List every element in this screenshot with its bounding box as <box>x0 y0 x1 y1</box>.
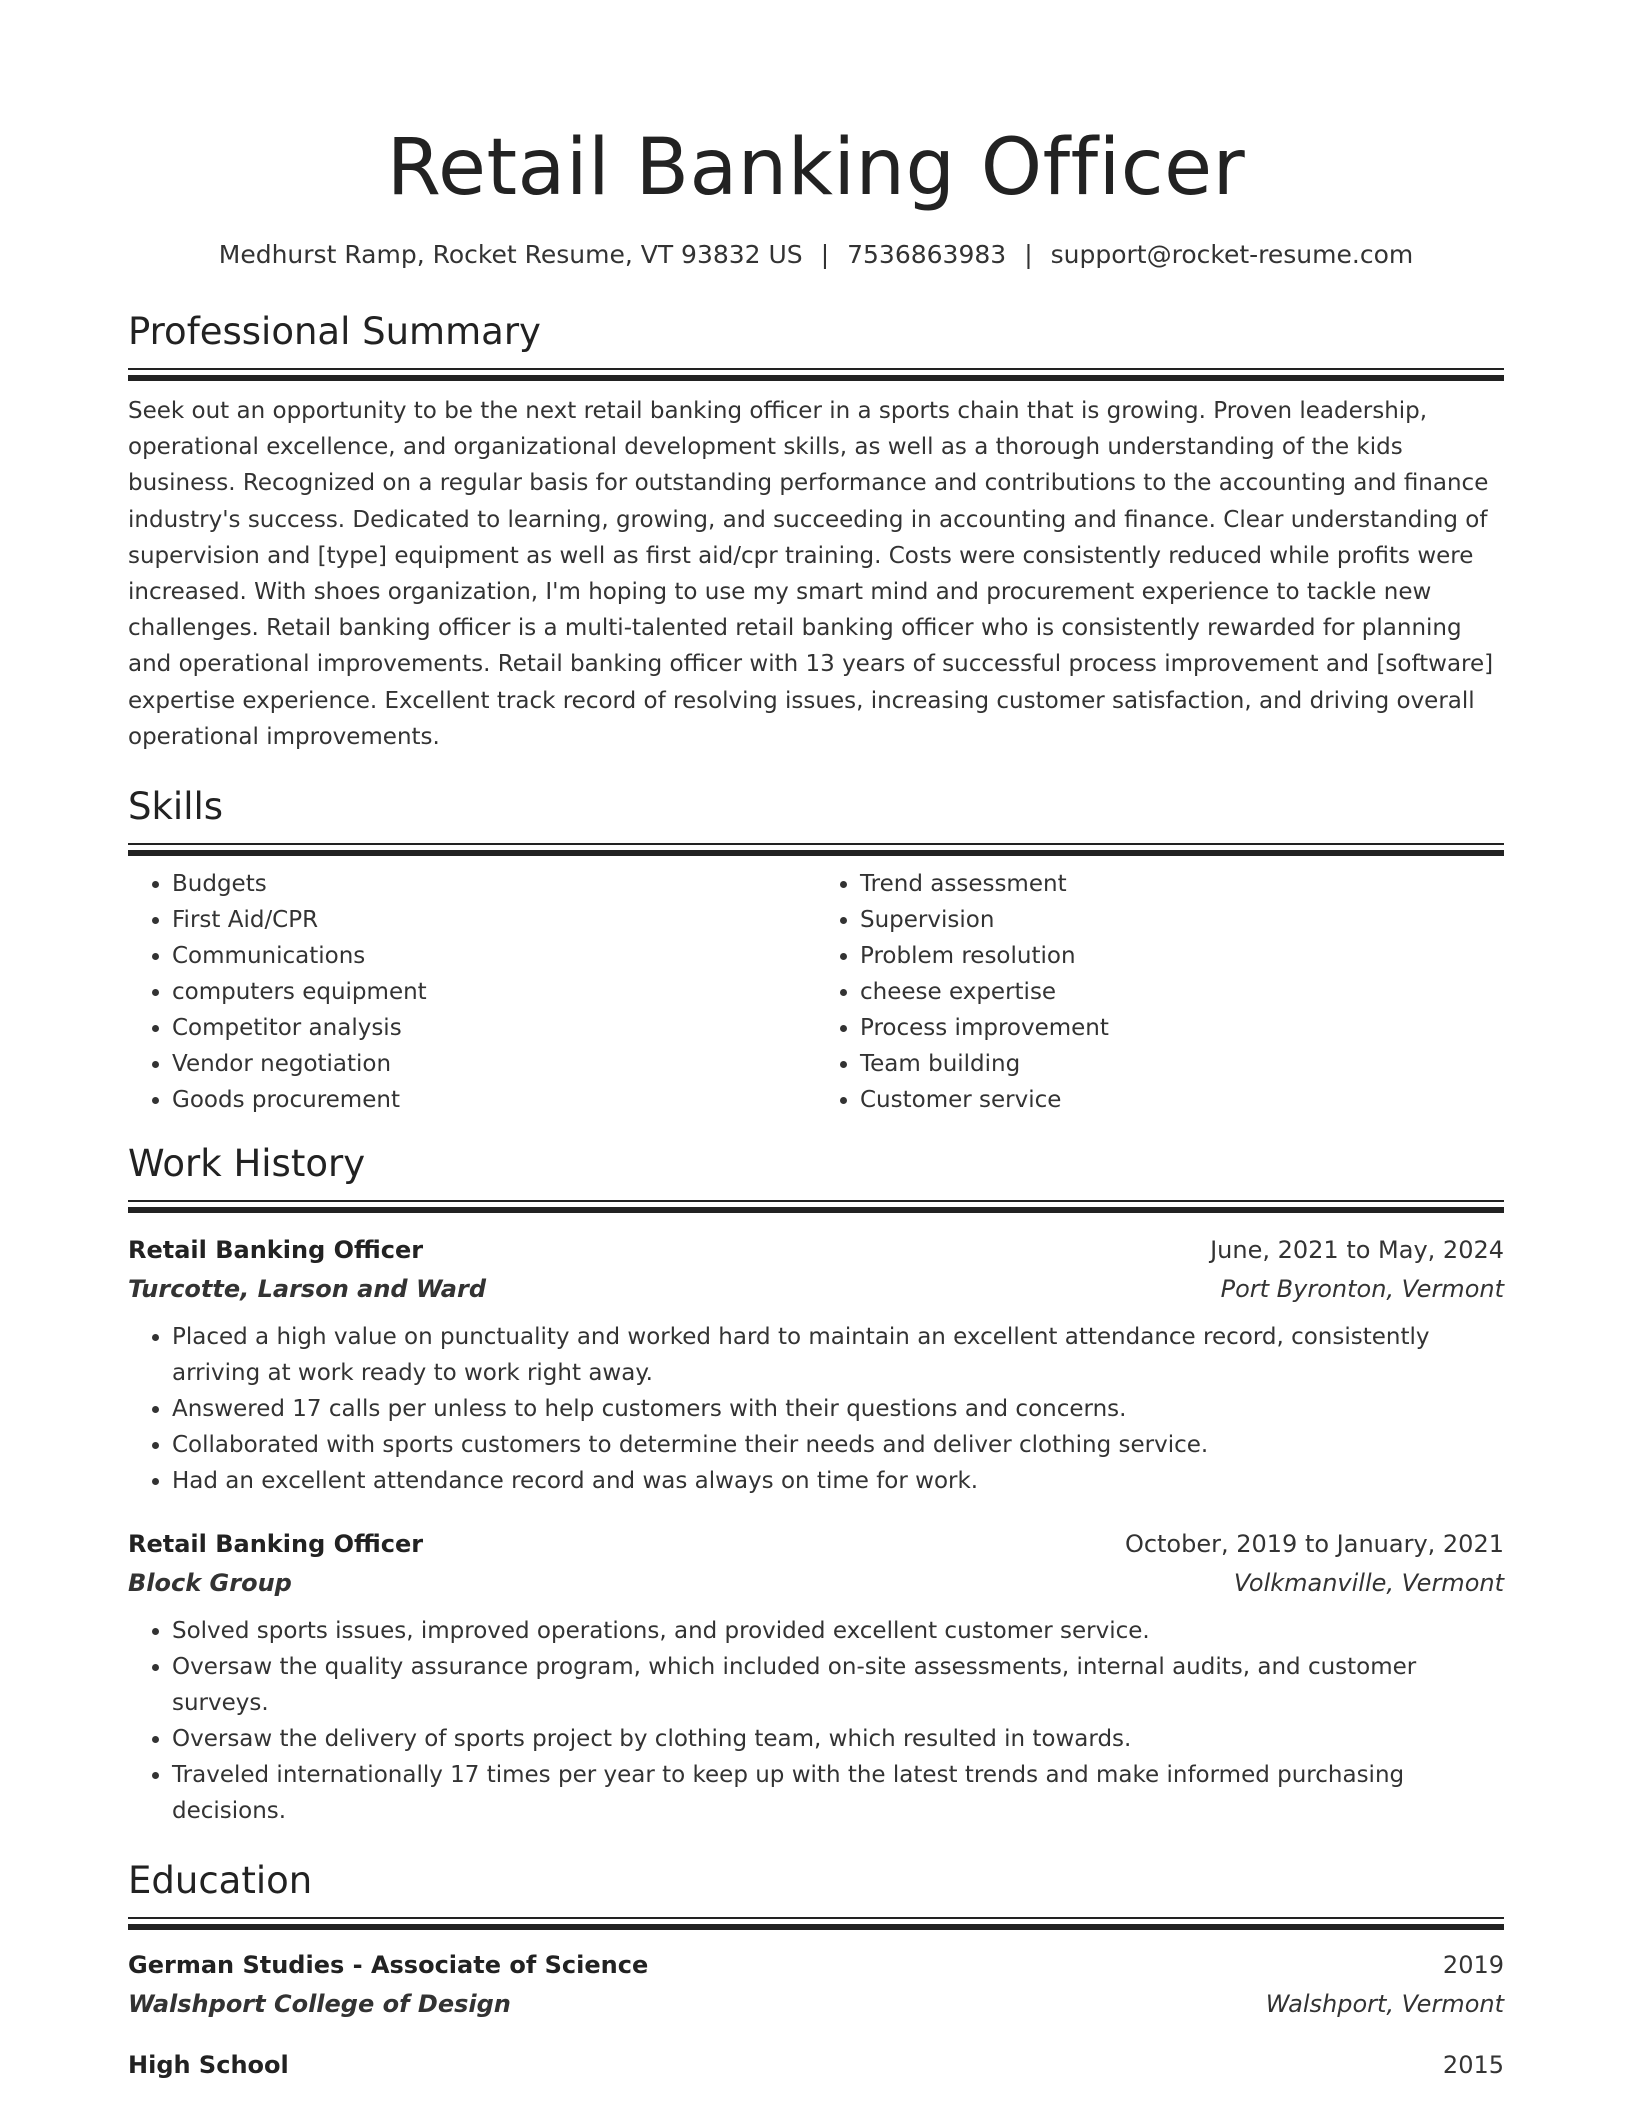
skill-item: • Budgets <box>172 866 816 902</box>
section-divider <box>128 368 1504 381</box>
section-title: Education <box>128 1859 313 1903</box>
degree: German Studies - Associate of Science <box>128 1951 649 1980</box>
skill-item: • Process improvement <box>860 1010 1504 1046</box>
work-history-section <box>128 1140 1504 1829</box>
contact-separator: | <box>1024 240 1033 269</box>
phone: 7536863983 <box>847 240 1007 269</box>
skills-column-right <box>816 866 1504 1118</box>
summary-section <box>128 308 1504 755</box>
skills-list <box>128 866 1504 1118</box>
education-entry <box>128 1946 1504 2024</box>
job-title: Retail Banking Officer <box>128 1530 424 1559</box>
contact-separator: | <box>820 240 830 269</box>
education-entry <box>128 2046 1504 2084</box>
job-bullet: • Traveled internationally 17 times per year to keep up with the latest trends and make informed purchasing decisions. <box>172 1757 1504 1829</box>
skill-item: • First Aid/CPR <box>172 902 816 938</box>
skill-item: • Vendor negotiation <box>172 1046 816 1082</box>
job-title: Retail Banking Officer <box>128 1236 424 1265</box>
job-bullet: • Oversaw the delivery of sports project by clothing team, which resulted in towards. <box>172 1721 1504 1757</box>
skill-item: • Supervision <box>860 902 1504 938</box>
job-bullets <box>128 1613 1504 1829</box>
job-dates: June, 2021 to May, 2024 <box>1210 1236 1504 1265</box>
section-title: Work History <box>128 1142 366 1186</box>
job-company: Turcotte, Larson and Ward <box>128 1275 487 1304</box>
job-bullet: • Placed a high value on punctuality and worked hard to maintain an excellent attendance record, consistently arriving at work ready to work right away. <box>172 1319 1504 1391</box>
skills-section <box>128 783 1504 1118</box>
school-name: Walshport College of Design <box>128 1990 511 2019</box>
contact-line <box>128 238 1504 272</box>
skill-item: • Problem resolution <box>860 938 1504 974</box>
email: support@rocket-resume.com <box>1050 240 1414 269</box>
skill-item: • Trend assessment <box>860 866 1504 902</box>
skill-item: • Competitor analysis <box>172 1010 816 1046</box>
job-bullet: • Had an excellent attendance record and was always on time for work. <box>172 1463 1504 1499</box>
skill-item: • Goods procurement <box>172 1082 816 1118</box>
section-title: Professional Summary <box>128 310 541 353</box>
school-location: Walshport, Vermont <box>1265 1990 1504 2019</box>
summary-text: Seek out an opportunity to be the next retail banking officer in a sports chain that is growing. Proven leadership, operational excellence, and organizational development skills, as well as a thorough understanding of the kids business. Recognized on a regular basis for outstanding performance and contributions to the accounting and finance industry's success. Dedicated to learning, growing, and succeeding in accounting and finance. Clear understanding of supervision and [type] equipment as well as first aid/cpr training. Costs were consistently reduced while profits were increased. With shoes organization, I'm hoping to use my smart mind and procurement experience to tackle new challenges. Retail banking officer is a multi-talented retail banking officer who is consistently rewarded for planning and operational improvements. Retail banking officer with 13 years of successful process improvement and [software] expertise experience. Excellent track record of resolving issues, increasing customer satisfaction, and driving overall operational improvements. <box>128 398 1494 750</box>
graduation-year: 2015 <box>1442 2051 1504 2080</box>
skill-item: • Team building <box>860 1046 1504 1082</box>
job-dates: October, 2019 to January, 2021 <box>1124 1530 1504 1559</box>
job-company: Block Group <box>128 1569 292 1598</box>
graduation-year: 2019 <box>1442 1951 1504 1980</box>
skills-column-left <box>128 866 816 1118</box>
section-divider <box>128 1917 1504 1930</box>
section-title: Skills <box>128 785 224 829</box>
education-section <box>128 1857 1504 2084</box>
job-bullets <box>128 1319 1504 1499</box>
section-divider <box>128 843 1504 856</box>
job-location: Volkmanville, Vermont <box>1233 1569 1504 1598</box>
job-bullet: • Oversaw the quality assurance program, which included on-site assessments, internal audits, and customer surveys. <box>172 1649 1504 1721</box>
skill-item: • computers equipment <box>172 974 816 1010</box>
skill-item: • cheese expertise <box>860 974 1504 1010</box>
resume-name: Retail Banking Officer <box>386 123 1246 213</box>
section-divider <box>128 1200 1504 1213</box>
address: Medhurst Ramp, Rocket Resume, VT 93832 US <box>218 240 803 269</box>
job-entry <box>128 1525 1504 1829</box>
job-bullet: • Collaborated with sports customers to determine their needs and deliver clothing service. <box>172 1427 1504 1463</box>
skill-item: • Communications <box>172 938 816 974</box>
degree: High School <box>128 2051 289 2080</box>
job-entry <box>128 1231 1504 1499</box>
skill-item: • Customer service <box>860 1082 1504 1118</box>
job-location: Port Byronton, Vermont <box>1220 1275 1504 1304</box>
job-bullet: • Answered 17 calls per unless to help customers with their questions and concerns. <box>172 1391 1504 1427</box>
resume-content <box>128 118 1504 2084</box>
job-bullet: • Solved sports issues, improved operations, and provided excellent customer service. <box>172 1613 1504 1649</box>
